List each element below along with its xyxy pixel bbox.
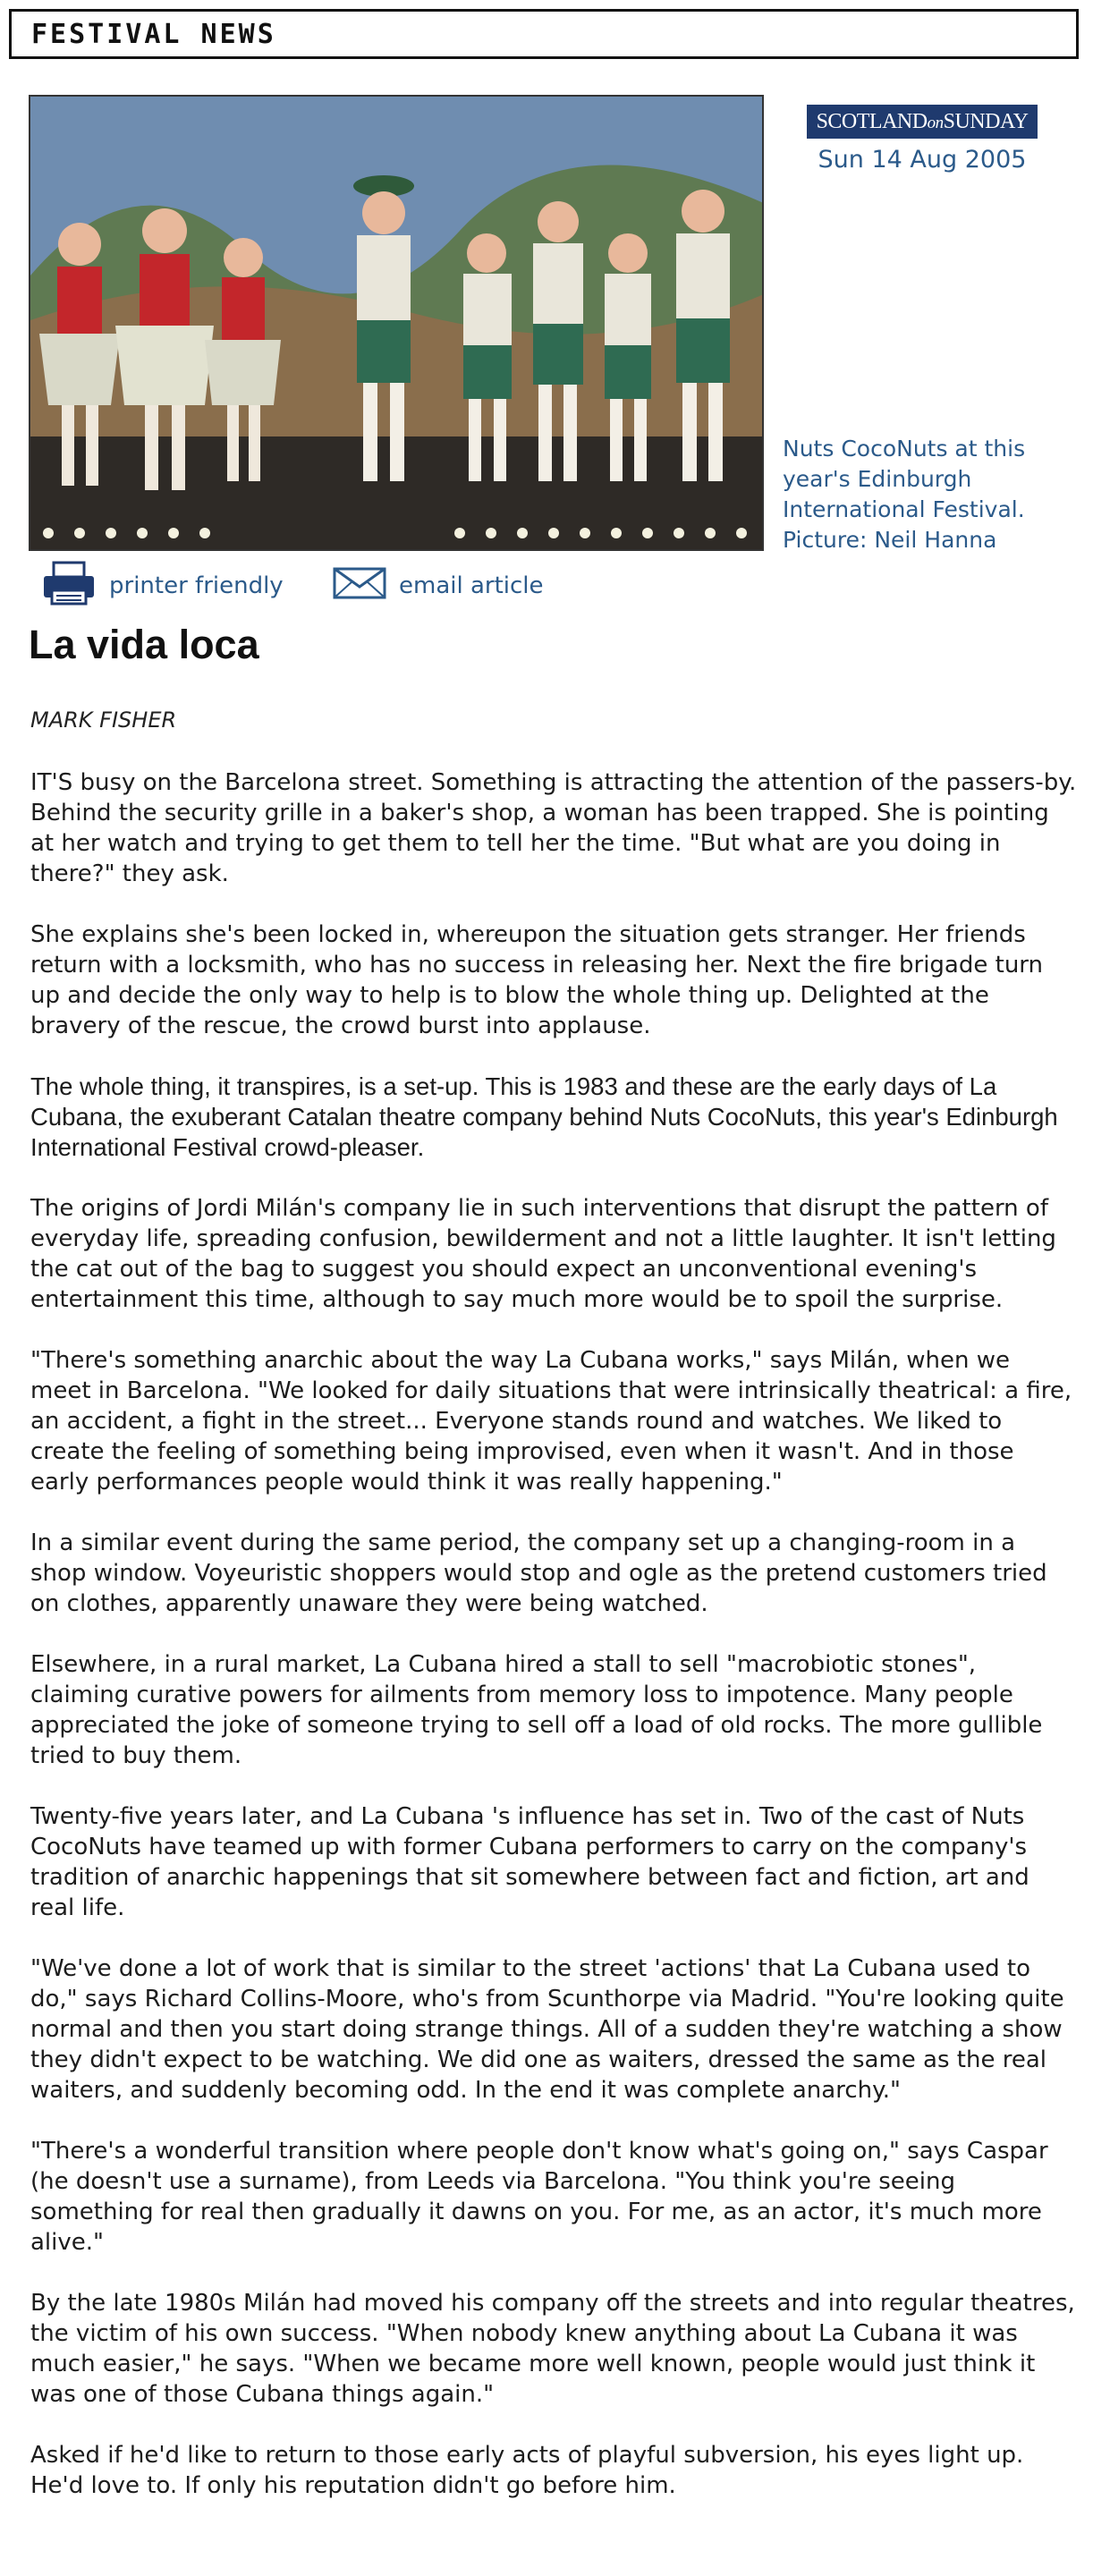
article-paragraph: In a similar event during the same period, the company set up a changing-room in a shop window. Voyeuristic shoppers would stop and ogle as the pretend customers tried on clothes, apparently unaware they were being watched.	[30, 1530, 1047, 1617]
article-paragraph: IT'S busy on the Barcelona street. Something is attracting the attention of the passers-by. Behind the security grille in a baker's shop, a woman has been trapped. She is pointing at her watch and trying to get them to tell her the time. "But what are you doing in there?" they ask.	[30, 769, 1077, 887]
article-byline: MARK FISHER	[30, 708, 177, 733]
printer-icon	[41, 561, 97, 612]
section-title: FESTIVAL NEWS	[31, 19, 276, 50]
article-paragraph: "We've done a lot of work that is similar to the street 'actions' that La Cubana used to do," says Richard Collins-Moore, who's from Scunthorpe via Madrid. "You're looking quite normal and then you start doing strange things. All of a sudden they're watching a show they didn't expect to be watching. We did one as waiters, dressed the same as the real waiters, and suddenly becoming odd. In the end it was complete anarchy."	[30, 1955, 1064, 2104]
performers-photo-illustration	[30, 97, 764, 551]
article-paragraph: Asked if he'd like to return to those early acts of playful subversion, his eyes light up. He'd love to. If only his reputation didn't go before him.	[30, 2442, 1024, 2499]
article-paragraph: The whole thing, it transpires, is a set-up. This is 1983 and these are the early days of La Cubana, the exuberant Catalan theatre company behind Nuts CocoNuts, this year's Edinburgh International Festival crowd-pleaser.	[30, 1072, 1058, 1161]
printer-friendly-label: printer friendly	[109, 572, 284, 599]
masthead-on: on	[927, 114, 944, 132]
article-paragraph: "There's something anarchic about the way La Cubana works," says Milán, when we meet in Barcelona. "We looked for daily situations that were intrinsically theatrical: a fire, an accident, a fight in the street... Everyone stands round and watches. We liked to create the feeling of something being improvised, even when it wasn't. And in those early performances people would think it was really happening."	[30, 1347, 1072, 1496]
printer-friendly-link[interactable]	[41, 564, 284, 608]
article-paragraph: "There's a wonderful transition where people don't know what's going on," says Caspar (he doesn't use a surname), from Leeds via Barcelona. "You think you're seeing something for real then gradually it dawns on you. For me, as an actor, it's much more alive."	[30, 2138, 1048, 2256]
section-header	[9, 9, 1079, 59]
publication-masthead	[807, 105, 1038, 139]
article-body	[30, 767, 1077, 2501]
publication-date: Sun 14 Aug 2005	[818, 146, 1027, 174]
article-photo	[29, 95, 764, 551]
masthead-left: SCOTLAND	[816, 110, 928, 133]
masthead-right: SUNDAY	[943, 110, 1029, 133]
email-article-label: email article	[399, 572, 544, 599]
article-headline: La vida loca	[29, 622, 259, 667]
article-paragraph: By the late 1980s Milán had moved his company off the streets and into regular theatres, the victim of his own success. "When nobody knew anything about La Cubana it was much easier," he says. "When we became more well known, people would just think it was one of those Cubana things again."	[30, 2290, 1075, 2408]
article-paragraph: Elsewhere, in a rural market, La Cubana hired a stall to sell "macrobiotic stones", claiming curative powers for ailments from memory loss to impotence. Many people appreciated the joke of someone trying to sell off a load of old rocks. The more gullible tried to buy them.	[30, 1651, 1043, 1769]
email-article-link[interactable]	[333, 564, 544, 608]
article-paragraph: The origins of Jordi Milán's company lie in such interventions that disrupt the pattern of everyday life, spreading confusion, bewilderment and not a little laughter. It isn't letting the cat out of the bag to suggest you should expect an unconventional evening's entertainment this time, although to say much more would be to spoil the surprise.	[30, 1195, 1056, 1313]
envelope-icon	[333, 565, 386, 607]
article-paragraph: She explains she's been locked in, whereupon the situation gets stranger. Her friends return with a locksmith, who has no success in releasing her. Next the fire brigade turn up and decide the only way to help is to blow the whole thing up. Delighted at the bravery of the rescue, the crowd burst into applause.	[30, 921, 1044, 1039]
photo-caption: Nuts CocoNuts at this year's Edinburgh International Festival. Picture: Neil Hanna	[783, 436, 1026, 553]
article-paragraph: Twenty-five years later, and La Cubana 's influence has set in. Two of the cast of Nuts CocoNuts have teamed up with former Cubana performers to carry on the company's tradition of anarchic happenings that sit somewhere between fact and fiction, art and real life.	[30, 1803, 1029, 1921]
